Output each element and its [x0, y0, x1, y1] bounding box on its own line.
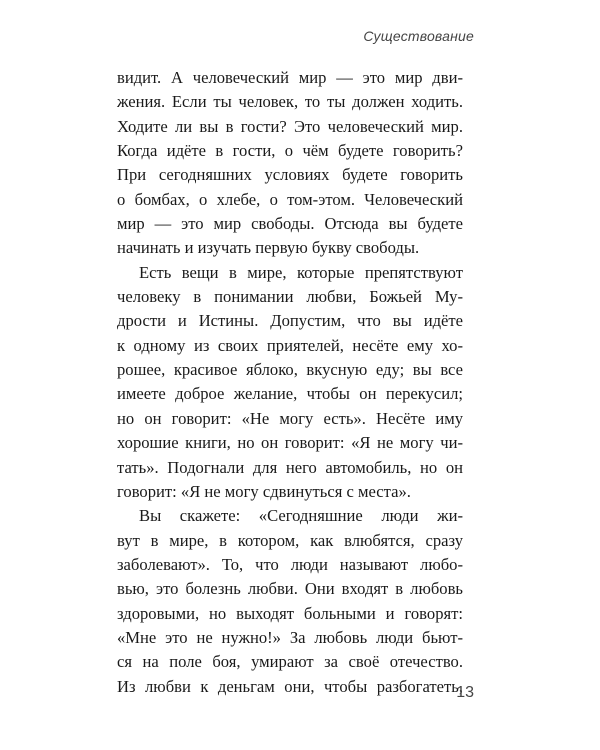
body-text: [117, 66, 463, 699]
text-line: о бомбах, о хлебе, о том-этом. Человеческий: [117, 189, 463, 209]
text-line: Когда идёте в гости, о чём будете говорить?: [117, 141, 463, 161]
text-line: Ходите ли вы в гости? Это человеческий мир.: [117, 116, 463, 136]
text-line: к одному из своих приятелей, несёте ему хо-: [117, 335, 463, 355]
text-line: говорит: «Я не могу сдвинуться с места».: [117, 481, 411, 501]
text-line: Из любви к деньгам они, чтобы разбогатеть,: [117, 676, 463, 696]
text-line: начинать и изучать первую букву свободы.: [117, 238, 420, 258]
text-line: При сегодняшних условиях будете говорить: [117, 165, 463, 185]
text-line: рошее, красивое яблоко, вкусную еду; вы все: [117, 360, 463, 380]
text-line: мир — это мир свободы. Отсюда вы будете: [117, 214, 463, 234]
paragraph-1: [117, 66, 463, 261]
running-header-title: Существование: [363, 28, 474, 44]
text-line: дрости и Истины. Допустим, что вы идёте: [117, 311, 463, 331]
text-line: Вы скажете: «Сегодняшние люди жи-: [139, 506, 463, 526]
text-line: но он говорит: «Не могу есть». Несёте иму: [117, 408, 463, 428]
text-line: Есть вещи в мире, которые препятствуют: [139, 262, 463, 282]
text-line: здоровыми, но выходят больными и говорят:: [117, 603, 463, 623]
text-line: имеете доброе желание, чтобы он перекусил;: [117, 384, 463, 404]
text-line: хорошие книги, но он говорит: «Я не могу чи-: [117, 433, 463, 453]
text-line: видит. А человеческий мир — это мир дви-: [117, 68, 463, 87]
text-line: «Мне это не нужно!» За любовь люди бьют-: [117, 627, 463, 647]
text-line: вью, это болезнь любви. Они входят в любовь: [117, 579, 463, 599]
text-line: человеку в понимании любви, Божьей Му-: [117, 287, 463, 307]
text-line: вут в мире, в котором, как влюбятся, сразу: [117, 530, 463, 550]
text-line: жения. Если ты человек, то ты должен ходить.: [117, 92, 463, 112]
page-number: 13: [456, 684, 474, 701]
text-line: тать». Подогнали для него автомобиль, но он: [117, 457, 463, 477]
paragraph-2: [117, 261, 463, 504]
paragraph-3: [117, 504, 463, 699]
text-line: заболевают». То, что люди называют любо-: [117, 554, 463, 574]
text-line: ся на поле боя, умирают за своё отечество.: [117, 652, 463, 672]
